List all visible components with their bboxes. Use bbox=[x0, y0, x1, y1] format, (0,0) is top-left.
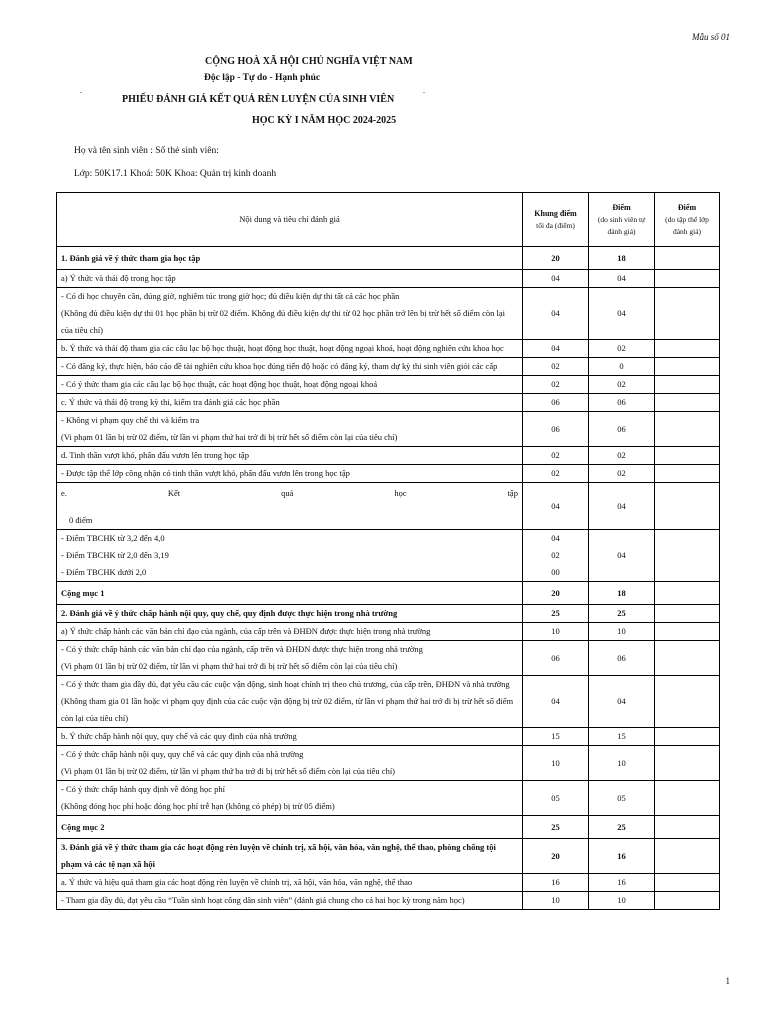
criteria-cell: - Không vi phạm quy chế thi và kiểm tra (Vi phạm 01 lần bị trừ 02 điểm, từ lần vi phạm thứ hai trở đi bị trừ hết số điểm còn lại của tiêu chí) bbox=[57, 412, 523, 447]
criteria-word: quả bbox=[281, 488, 294, 498]
self-score-cell: 04 bbox=[589, 288, 655, 340]
criteria-cell bbox=[57, 483, 523, 530]
criteria-cell: - Có đăng ký, thực hiện, báo cáo đề tài nghiên cứu khoa học đúng tiến độ hoặc có đăng ký, tham dự kỳ thi sinh viên giỏi các cấp bbox=[57, 358, 523, 376]
header-self-score: Điểm (do sinh viên tự đánh giá) bbox=[589, 193, 655, 247]
criteria-word: Kết bbox=[167, 488, 181, 498]
criteria-cell: 3. Đánh giá về ý thức tham gia các hoạt động rèn luyện về chính trị, xã hội, văn hóa, văn nghệ, thể thao, phòng chống tội phạm và các tệ nạn xã hội bbox=[57, 839, 523, 874]
criteria-cell: a) Ý thức chấp hành các văn bản chỉ đạo của ngành, của cấp trên và ĐHĐN được thực hiện trong nhà trường bbox=[57, 623, 523, 641]
self-score-cell: 04 bbox=[589, 483, 655, 530]
self-score-cell: 06 bbox=[589, 412, 655, 447]
max-score-cell: 04 bbox=[523, 676, 589, 728]
table-row bbox=[57, 447, 720, 465]
header-max-score: Khung điểm tối đa (điểm) bbox=[523, 193, 589, 247]
max-score-cell: 20 bbox=[523, 582, 589, 605]
table-row bbox=[57, 483, 720, 530]
self-score-cell: 15 bbox=[589, 728, 655, 746]
max-score-cell: 10 bbox=[523, 623, 589, 641]
table-row bbox=[57, 465, 720, 483]
criteria-cell: 1. Đánh giá về ý thức tham gia học tập bbox=[57, 247, 523, 270]
class-score-cell[interactable] bbox=[655, 412, 720, 447]
criteria-cell: a) Ý thức và thái độ trong học tập bbox=[57, 270, 523, 288]
criteria-cell: b. Ý thức chấp hành nội quy, quy chế và các quy định của nhà trường bbox=[57, 728, 523, 746]
class-score-cell[interactable] bbox=[655, 676, 720, 728]
max-score-cell: 10 bbox=[523, 892, 589, 910]
table-row bbox=[57, 781, 720, 816]
class-score-cell[interactable] bbox=[655, 816, 720, 839]
criteria-cell: - Có ý thức chấp hành nội quy, quy chế và các quy định của nhà trường (Vi phạm 01 lần bị trừ 02 điểm, từ lần vi phạm thứ ba trở đi bị trừ hết số điểm còn lại của tiêu chí) bbox=[57, 746, 523, 781]
page-number: 1 bbox=[725, 976, 730, 986]
table-row bbox=[57, 874, 720, 892]
class-score-cell[interactable] bbox=[655, 641, 720, 676]
self-score-cell: 02 bbox=[589, 447, 655, 465]
self-score-cell: 18 bbox=[589, 582, 655, 605]
class-score-cell[interactable] bbox=[655, 270, 720, 288]
separator-dot-left: . bbox=[80, 86, 82, 95]
max-score-cell: 16 bbox=[523, 874, 589, 892]
self-score-cell: 18 bbox=[589, 247, 655, 270]
form-subtitle: HỌC KỲ I NĂM HỌC 2024-2025 bbox=[252, 115, 397, 126]
class-score-cell[interactable] bbox=[655, 892, 720, 910]
criteria-cell: - Có ý thức tham gia các câu lạc bộ học thuật, các hoạt động học thuật, hoạt động ngoại khoá bbox=[57, 376, 523, 394]
max-score-cell: 02 bbox=[523, 465, 589, 483]
header-content: Nội dung và tiêu chí đánh giá bbox=[57, 193, 523, 247]
table-row bbox=[57, 340, 720, 358]
table-row bbox=[57, 641, 720, 676]
criteria-cell: - Điểm TBCHK từ 3,2 đến 4,0 - Điểm TBCHK từ 2,0 đến 3,19 - Điểm TBCHK dưới 2,0 bbox=[57, 530, 523, 582]
max-score-cell: 25 bbox=[523, 816, 589, 839]
criteria-cell: b. Ý thức và thái độ tham gia các câu lạc bộ học thuật, hoạt động học thuật, hoạt động ngoại khoá, hoạt động nghiên cứu khoa học bbox=[57, 340, 523, 358]
max-score-cell: 02 bbox=[523, 358, 589, 376]
class-score-cell[interactable] bbox=[655, 394, 720, 412]
class-score-cell[interactable] bbox=[655, 781, 720, 816]
max-score-cell: 06 bbox=[523, 641, 589, 676]
separator-dot-right: . bbox=[423, 86, 425, 95]
class-score-cell[interactable] bbox=[655, 288, 720, 340]
criteria-cell: - Có ý thức tham gia đầy đủ, đạt yêu cầu các cuộc vận động, sinh hoạt chính trị theo chủ trương, của cấp trên, ĐHĐN và nhà trường (Không tham gia 01 lần hoặc vi phạm quy định của các cuộc vận động bị trừ 02 điểm, từ lần vi phạm thứ hai trở đi bị trừ hết số điểm còn lại của tiêu chí) bbox=[57, 676, 523, 728]
self-score-cell: 0 bbox=[589, 358, 655, 376]
max-score-cell: 04 02 00 bbox=[523, 530, 589, 582]
criteria-cell: 2. Đánh giá về ý thức chấp hành nội quy, quy chế, quy định được thực hiện trong nhà trường bbox=[57, 605, 523, 623]
max-score-cell: 10 bbox=[523, 746, 589, 781]
self-score-cell: 05 bbox=[589, 781, 655, 816]
table-row bbox=[57, 247, 720, 270]
table-row bbox=[57, 623, 720, 641]
self-score-cell: 10 bbox=[589, 746, 655, 781]
student-class-line: Lớp: 50K17.1 Khoá: 50K Khoa: Quản trị kinh doanh bbox=[74, 169, 277, 179]
self-score-cell: 02 bbox=[589, 376, 655, 394]
national-title: CỘNG HOÀ XÃ HỘI CHỦ NGHĨA VIỆT NAM bbox=[205, 56, 413, 67]
table-row bbox=[57, 582, 720, 605]
table-body bbox=[57, 247, 720, 910]
class-score-cell[interactable] bbox=[655, 530, 720, 582]
criteria-cell: - Tham gia đầy đủ, đạt yêu cầu “Tuần sinh hoạt công dân sinh viên” (đánh giá chung cho cả hai học kỳ trong năm học) bbox=[57, 892, 523, 910]
class-score-cell[interactable] bbox=[655, 582, 720, 605]
student-name-line: Họ và tên sinh viên : Số thẻ sinh viên: bbox=[74, 146, 219, 156]
table-row bbox=[57, 288, 720, 340]
criteria-cell: Cộng mục 2 bbox=[57, 816, 523, 839]
table-row bbox=[57, 358, 720, 376]
table-row bbox=[57, 394, 720, 412]
max-score-cell: 04 bbox=[523, 340, 589, 358]
form-number: Mẫu số 01 bbox=[692, 32, 730, 42]
table-row bbox=[57, 892, 720, 910]
class-score-cell[interactable] bbox=[655, 605, 720, 623]
self-score-cell: 25 bbox=[589, 816, 655, 839]
criteria-cell: - Có ý thức chấp hành quy định về đóng học phí (Không đóng học phí hoặc đóng học phí trễ hạn (không có phép) bị trừ 05 điểm) bbox=[57, 781, 523, 816]
class-score-cell[interactable] bbox=[655, 358, 720, 376]
criteria-note: 0 điểm bbox=[69, 515, 93, 525]
table-row bbox=[57, 839, 720, 874]
self-score-cell: 10 bbox=[589, 892, 655, 910]
class-score-cell[interactable] bbox=[655, 447, 720, 465]
table-row bbox=[57, 676, 720, 728]
self-score-cell: 02 bbox=[589, 465, 655, 483]
max-score-cell: 06 bbox=[523, 394, 589, 412]
criteria-cell: - Có đi học chuyên cần, đúng giờ, nghiêm túc trong giờ học; đủ điều kiện dự thi tất cả các học phần (Không đủ điều kiện dự thi 01 học phần bị trừ 02 điểm. Không đủ điều kiện dự thi từ 02 học phần trở lên bị trừ hết số điểm còn lại của tiêu chí) bbox=[57, 288, 523, 340]
class-score-cell[interactable] bbox=[655, 623, 720, 641]
criteria-cell: Cộng mục 1 bbox=[57, 582, 523, 605]
criteria-cell: c. Ý thức và thái độ trong kỳ thi, kiểm tra đánh giá các học phần bbox=[57, 394, 523, 412]
evaluation-table bbox=[56, 192, 720, 910]
self-score-cell: 06 bbox=[589, 641, 655, 676]
max-score-cell: 06 bbox=[523, 412, 589, 447]
class-score-cell[interactable] bbox=[655, 340, 720, 358]
criteria-word: tập bbox=[507, 488, 518, 498]
max-score-cell: 04 bbox=[523, 270, 589, 288]
class-score-cell[interactable] bbox=[655, 746, 720, 781]
self-score-cell: 02 bbox=[589, 340, 655, 358]
table-row bbox=[57, 605, 720, 623]
table-row bbox=[57, 530, 720, 582]
max-score-cell: 20 bbox=[523, 839, 589, 874]
max-score-cell: 04 bbox=[523, 483, 589, 530]
criteria-cell: a. Ý thức và hiệu quả tham gia các hoạt động rèn luyện về chính trị, xã hội, văn hóa, văn nghệ, thể thao bbox=[57, 874, 523, 892]
table-row bbox=[57, 728, 720, 746]
criteria-cell: - Được tập thể lớp công nhận có tinh thần vượt khó, phấn đấu vươn lên trong học tập bbox=[57, 465, 523, 483]
class-score-cell[interactable] bbox=[655, 874, 720, 892]
max-score-cell: 15 bbox=[523, 728, 589, 746]
self-score-cell: 06 bbox=[589, 394, 655, 412]
table-row bbox=[57, 816, 720, 839]
class-score-cell[interactable] bbox=[655, 376, 720, 394]
max-score-cell: 02 bbox=[523, 376, 589, 394]
header-class-score: Điểm (do tập thể lớp đánh giá) bbox=[655, 193, 720, 247]
self-score-cell: 04 bbox=[589, 270, 655, 288]
max-score-cell: 02 bbox=[523, 447, 589, 465]
max-score-cell: 25 bbox=[523, 605, 589, 623]
max-score-cell: 20 bbox=[523, 247, 589, 270]
self-score-cell: 04 bbox=[589, 530, 655, 582]
self-score-cell: 04 bbox=[589, 676, 655, 728]
max-score-cell: 04 bbox=[523, 288, 589, 340]
form-title: PHIẾU ĐÁNH GIÁ KẾT QUẢ RÈN LUYỆN CỦA SINH VIÊN bbox=[122, 94, 395, 105]
class-score-cell[interactable] bbox=[655, 839, 720, 874]
table-row bbox=[57, 412, 720, 447]
class-score-cell[interactable] bbox=[655, 483, 720, 530]
max-score-cell: 05 bbox=[523, 781, 589, 816]
criteria-cell: d. Tinh thần vượt khó, phấn đấu vươn lên trong học tập bbox=[57, 447, 523, 465]
table-row bbox=[57, 746, 720, 781]
criteria-word: học bbox=[394, 488, 407, 498]
table-row bbox=[57, 270, 720, 288]
class-score-cell[interactable] bbox=[655, 465, 720, 483]
table-row bbox=[57, 376, 720, 394]
class-score-cell[interactable] bbox=[655, 247, 720, 270]
self-score-cell: 16 bbox=[589, 874, 655, 892]
class-score-cell[interactable] bbox=[655, 728, 720, 746]
self-score-cell: 25 bbox=[589, 605, 655, 623]
criteria-word: e. bbox=[61, 488, 67, 498]
self-score-cell: 10 bbox=[589, 623, 655, 641]
self-score-cell: 16 bbox=[589, 839, 655, 874]
national-motto: Độc lập - Tự do - Hạnh phúc bbox=[204, 73, 321, 83]
criteria-cell: - Có ý thức chấp hành các văn bản chỉ đạo của ngành, cấp trên và ĐHĐN được thực hiện trong nhà trường (Vi phạm 01 lần bị trừ 02 điểm, từ lần vi phạm thứ hai trở đi bị trừ hết số điểm còn lại của tiêu chí) bbox=[57, 641, 523, 676]
